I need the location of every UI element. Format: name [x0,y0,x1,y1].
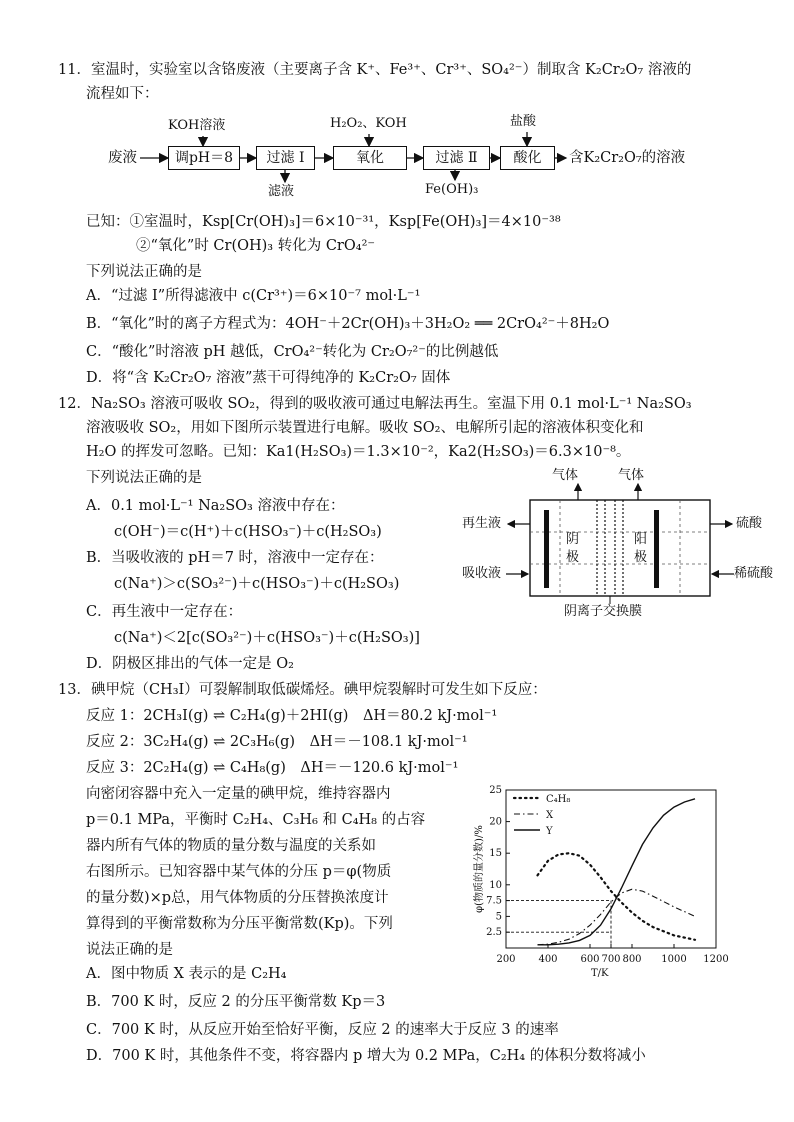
anode-label-1: 阳 [634,532,648,547]
x-tick-label: 400 [538,954,558,965]
q11-ask: 下列说法正确的是 [86,264,202,280]
flow-reagent-hcl: 盐酸 [510,114,537,129]
cathode-label-1: 阴 [566,532,580,547]
x-tick-label: 1200 [703,954,729,965]
q13-option-d: D．700 K 时，其他条件不变，将容器内 p 增大为 0.2 MPa，C₂H₄ 的体积分数将减小 [86,1048,646,1064]
q11-option-c: C．“酸化”时溶液 pH 越低，CrO₄²⁻转化为 Cr₂O₇²⁻的比例越低 [86,344,499,360]
anode-label-2: 极 [634,550,648,565]
q11-stem-line1: 11．室温时，实验室以含铬废液（主要离子含 K⁺、Fe³⁺、Cr³⁺、SO₄²⁻）制取含 K₂Cr₂O₇ 溶液的 [58,62,692,78]
flow-step-adjust-ph: 调pH＝8 [168,146,240,170]
q13-paragraph-2: p＝0.1 MPa，平衡时 C₂H₄、C₃H₆ 和 C₄H₈ 的占容 [86,812,426,828]
q13-stem: 13．碘甲烷（CH₃I）可裂解制取低碳烯烃。碘甲烷裂解时可发生如下反应： [58,682,547,698]
legend-label: Y [546,826,553,837]
y-tick-label: 20 [489,816,502,828]
flow-output-feoh3: Fe(OH)₃ [425,182,479,197]
q11-known-1: 已知：①室温时，Ksp[Cr(OH)₃]＝6×10⁻³¹，Ksp[Fe(OH)₃]＝4×10⁻³⁸ [86,214,561,230]
y-tick-label: 2.5 [486,927,502,939]
y-tick-label: 5 [495,911,502,923]
flow-step-filter-2: 过滤 Ⅱ [423,146,490,170]
series-line-dotted [538,853,696,940]
q13-paragraph-6: 算得到的平衡常数称为分压平衡常数(Kp)。下列 [86,916,393,932]
q11-known-2: ②“氧化”时 Cr(OH)₃ 转化为 CrO₄²⁻ [136,238,376,254]
dilute-sulfuric-label: 稀硫酸 [734,566,774,581]
q13-reaction-3: 反应 3：2C₂H₄(g) ⇌ C₄H₈(g) ΔH＝－120.6 kJ·mol⁻¹ [86,760,459,776]
flow-output-filtrate: 滤液 [268,184,295,199]
q13-paragraph-1: 向密闭容器中充入一定量的碘甲烷，维持容器内 [86,786,391,802]
electrolysis-drawing [460,470,763,620]
legend-label: C₄H₈ [546,794,571,805]
q13-paragraph-7: 说法正确的是 [86,942,173,958]
flow-feed-label: 废液 [108,150,137,166]
q11-stem-line2: 流程如下： [86,86,159,102]
q12-option-a-line2: c(OH⁻)＝c(H⁺)＋c(HSO₃⁻)＋c(H₂SO₃) [114,524,382,540]
gas-label-left: 气体 [552,468,579,483]
regen-liquid-label: 再生液 [462,516,502,531]
q13-reaction-2: 反应 2：3C₂H₄(g) ⇌ 2C₃H₆(g) ΔH＝－108.1 kJ·mol⁻¹ [86,734,468,750]
flow-arrows [0,0,794,210]
q12-option-c-line2: c(Na⁺)＜2[c(SO₃²⁻)＋c(HSO₃⁻)＋c(H₂SO₃)] [114,630,420,646]
q12-stem-line3: H₂O 的挥发可忽略。已知：Ka1(H₂SO₃)＝1.3×10⁻²，Ka2(H₂SO₃)＝6.3×10⁻⁸。 [86,444,631,460]
q12-option-b-line2: c(Na⁺)＞c(SO₃²⁻)＋c(HSO₃⁻)＋c(H₂SO₃) [114,576,400,592]
legend-label: X [546,810,554,821]
cathode-label-2: 极 [566,550,580,565]
x-tick-label: 200 [496,954,516,965]
q13-option-c: C．700 K 时，从反应开始至恰好平衡，反应 2 的速率大于反应 3 的速率 [86,1022,559,1038]
x-tick-label: 600 [580,954,600,965]
flow-reagent-koh: KOH溶液 [168,118,226,133]
q12-ask: 下列说法正确的是 [86,470,202,486]
sulfuric-acid-label: 硫酸 [736,516,763,531]
q11-option-a: A．“过滤 Ⅰ”所得滤液中 c(Cr³⁺)＝6×10⁻⁷ mol·L⁻¹ [86,288,421,304]
flow-step-oxidize: 氧化 [333,146,407,170]
q13-option-b: B．700 K 时，反应 2 的分压平衡常数 Kp＝3 [86,994,386,1010]
flow-product-label: 含K₂Cr₂O₇的溶液 [569,150,686,166]
absorb-liquid-label: 吸收液 [462,566,502,581]
flow-reagent-h2o2-koh: H₂O₂、KOH [330,116,407,131]
y-axis-label: φ(物质的量分数)/% [474,825,485,913]
q12-stem-line1: 12．Na₂SO₃ 溶液可吸收 SO₂，得到的吸收液可通过电解法再生。室温下用 0.1 mol·L⁻¹ Na₂SO₃ [58,396,692,412]
q13-reaction-1: 反应 1：2CH₃I(g) ⇌ C₂H₄(g)＋2HI(g) ΔH＝80.2 kJ·mol⁻¹ [86,708,498,724]
y-tick-label: 10 [489,879,502,891]
q11-option-b: B．“氧化”时的离子方程式为：4OH⁻＋2Cr(OH)₃＋3H₂O₂ ══ 2CrO₄²⁻＋8H₂O [86,316,610,332]
q12-option-a-line1: A．0.1 mol·L⁻¹ Na₂SO₃ 溶液中存在： [86,498,345,514]
x-tick-label: 800 [622,954,642,965]
x-axis-label: T/K [591,968,609,979]
y-tick-label: 15 [489,848,502,860]
q13-paragraph-4: 右图所示。已知容器中某气体的分压 p＝φ(物质 [86,864,392,880]
y-tick-label: 7.5 [486,895,502,907]
q12-option-d: D．阴极区排出的气体一定是 O₂ [86,656,294,672]
x-tick-label: 1000 [661,954,687,965]
flow-step-acidify: 酸化 [500,146,555,170]
flow-step-filter-1: 过滤 Ⅰ [256,146,315,170]
q13-paragraph-3: 器内所有气体的物质的量分数与温度的关系如 [86,838,376,854]
q13-option-a: A．图中物质 X 表示的是 C₂H₄ [86,966,287,982]
q11-option-d: D．将“含 K₂Cr₂O₇ 溶液”蒸干可得纯净的 K₂Cr₂O₇ 固体 [86,370,451,386]
gas-label-right: 气体 [618,468,645,483]
q13-paragraph-5: 的量分数)×p总，用气体物质的分压替换浓度计 [86,890,389,906]
mole-fraction-chart [470,778,730,988]
q12-option-b-line1: B．当吸收液的 pH＝7 时，溶液中一定存在： [86,550,384,566]
x-tick-label: 700 [601,954,621,965]
y-tick-label: 25 [489,785,502,796]
series-line-solid [538,799,696,945]
membrane-label: 阴离子交换膜 [564,604,643,619]
q12-stem-line2: 溶液吸收 SO₂，用如下图所示装置进行电解。吸收 SO₂、电解所引起的溶液体积变化和 [86,420,644,436]
electrolysis-diagram [460,468,774,620]
q12-option-c-line1: C．再生液中一定存在： [86,604,243,620]
q11-flow-diagram [0,0,794,210]
